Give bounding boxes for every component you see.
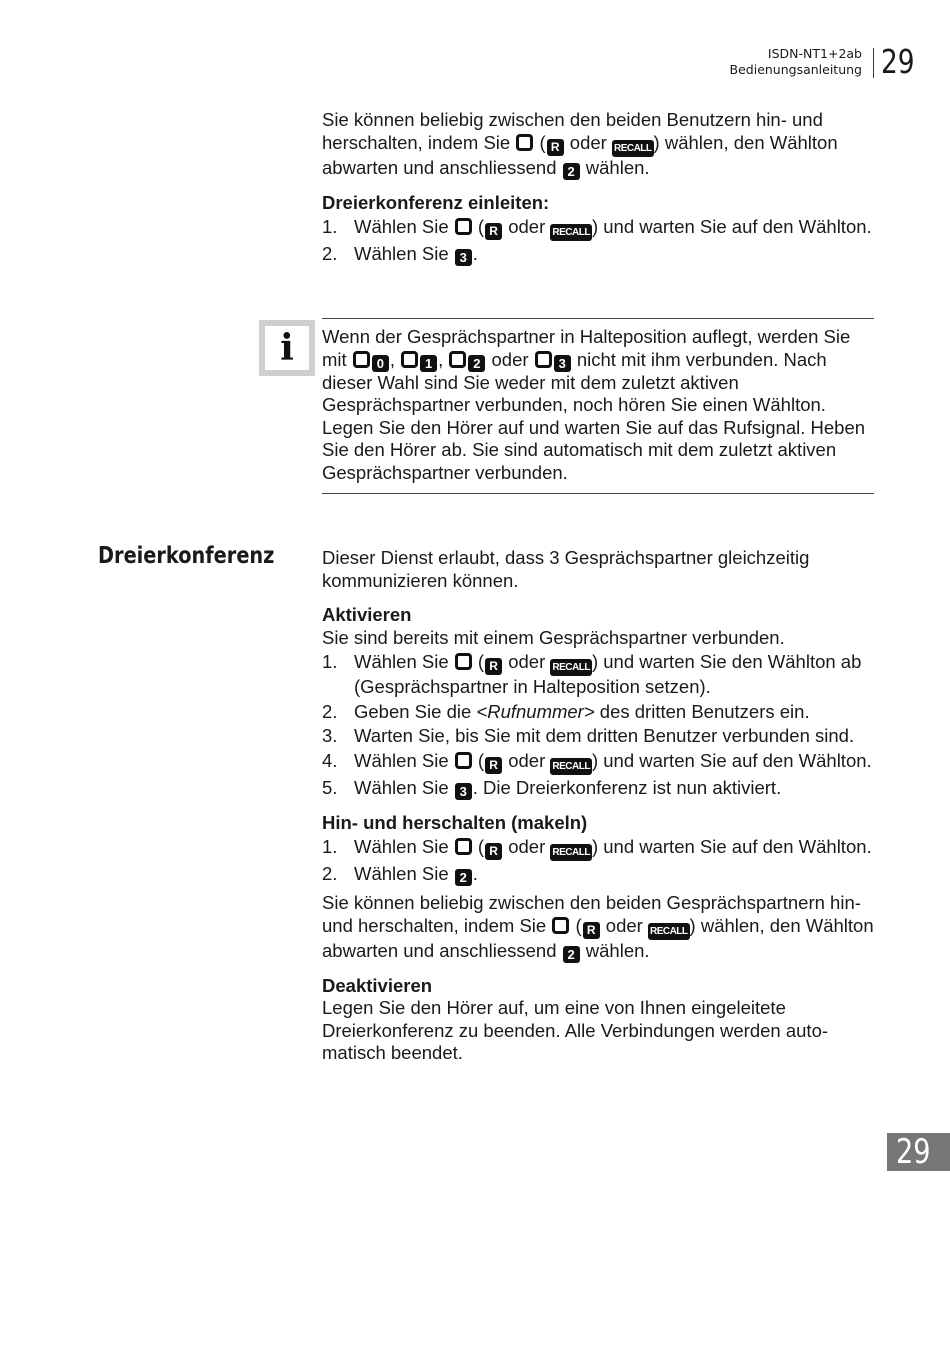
- intro-paragraph: Sie können beliebig zwischen den beiden Benutzern hin- und herschalten, indem Sie ( R oder RECALL ) wählen, den Wählton abwarten und anschliessend 2 wählen.: [322, 109, 838, 179]
- recall-key-icon: RECALL: [550, 758, 592, 775]
- flash-key-icon: [353, 351, 370, 368]
- flash-key-icon: [455, 838, 472, 855]
- note-bottom-rule: [322, 493, 874, 494]
- intro-block: [322, 109, 877, 266]
- header-divider: [873, 48, 874, 78]
- note-top-rule: [322, 318, 874, 319]
- recall-key-icon: RECALL: [612, 140, 654, 157]
- r-key-icon: R: [485, 223, 502, 240]
- note-block: [322, 326, 877, 484]
- makeln-heading: Hin- und herschalten (makeln): [322, 811, 588, 833]
- flash-key-icon: [449, 351, 466, 368]
- flash-key-icon: [552, 917, 569, 934]
- list-item: 2. Wählen Sie 3 .: [322, 243, 478, 265]
- section-title: Dreierkonferenz: [98, 543, 275, 569]
- flash-key-icon: [401, 351, 418, 368]
- header-product: ISDN-NT1+2ab: [767, 46, 862, 61]
- key-1-icon: 1: [420, 355, 437, 372]
- section-body: [322, 547, 877, 1065]
- deaktivieren-text: Legen Sie den Hörer auf, um eine von Ihnen eingeleitete Dreierkonferenz zu beenden. Alle Verbindungen werden auto-matisch beendet.: [322, 997, 829, 1063]
- list-item: 5. Wählen Sie 3 . Die Dreierkonferenz ist nun aktiviert.: [322, 776, 782, 799]
- recall-key-icon: RECALL: [648, 923, 690, 940]
- list-item: 1. Wählen Sie ( R oder RECALL ) und warten Sie auf den Wählton.: [322, 836, 877, 861]
- list-item: 2. Geben Sie die <Rufnummer> des dritten Benutzers ein.: [322, 700, 810, 722]
- list-item: 4. Wählen Sie ( R oder RECALL ) und warten Sie auf den Wählton.: [322, 750, 877, 775]
- aktivieren-text: Sie sind bereits mit einem Gesprächspartner verbunden.: [322, 626, 785, 648]
- page-tab: [887, 1133, 950, 1171]
- aktivieren-heading: Aktivieren: [322, 604, 412, 625]
- key-3-icon: 3: [455, 249, 472, 266]
- key-3-icon: 3: [554, 355, 571, 372]
- makeln-paragraph: Sie können beliebig zwischen den beiden Gesprächspartnern hin- und herschalten, indem Sie ( R oder RECALL ) wählen, den Wählton abwarten und anschliessend 2 wählen.: [322, 892, 874, 962]
- key-2-icon: 2: [455, 869, 472, 886]
- recall-key-icon: RECALL: [550, 844, 592, 861]
- list-item: 2. Wählen Sie 2 .: [322, 863, 478, 885]
- note-paragraph: Wenn der Gesprächspartner in Halteposition auflegt, werden Sie mit 0 , 1 , 2 oder 3 nicht mit ihm verbunden. Nach dieser Wahl sind Sie weder mit dem zuletzt aktiven Gesprächspartner verbunden, noch hören Sie einen Wählton. Legen Sie den Hörer auf und warten Sie auf das Rufsignal. Heben Sie den Hörer ab. Sie sind automatisch mit dem zuletzt aktiven Gesprächspartner verbunden.: [322, 326, 866, 483]
- key-0-icon: 0: [372, 355, 389, 372]
- makeln-steps: [322, 836, 877, 886]
- key-2-icon: 2: [563, 163, 580, 180]
- info-icon: i: [259, 320, 315, 376]
- flash-key-icon: [535, 351, 552, 368]
- aktivieren-steps: [322, 651, 877, 800]
- einleiten-heading: Dreierkonferenz einleiten:: [322, 191, 550, 213]
- header-manual: Bedienungsanleitung: [729, 62, 862, 77]
- flash-key-icon: [455, 653, 472, 670]
- list-item: 3. Warten Sie, bis Sie mit dem dritten Benutzer verbunden sind.: [322, 725, 855, 746]
- r-key-icon: R: [547, 139, 564, 156]
- einleiten-steps: [322, 216, 877, 266]
- key-2-icon: 2: [563, 946, 580, 963]
- deaktivieren-heading: Deaktivieren: [322, 974, 433, 996]
- key-3-icon: 3: [455, 783, 472, 800]
- key-2-icon: 2: [468, 355, 485, 372]
- r-key-icon: R: [485, 757, 502, 774]
- r-key-icon: R: [485, 658, 502, 675]
- flash-key-icon: [516, 134, 533, 151]
- page-tab-number: 29: [896, 1132, 931, 1172]
- header-text: [730, 46, 862, 78]
- flash-key-icon: [455, 218, 472, 235]
- flash-key-icon: [455, 752, 472, 769]
- r-key-icon: R: [583, 922, 600, 939]
- list-item: 1. Wählen Sie ( R oder RECALL ) und warten Sie auf den Wählton.: [322, 216, 877, 241]
- section-intro: Dieser Dienst erlaubt, dass 3 Gesprächspartner gleichzeitig kommunizieren können.: [322, 547, 810, 591]
- recall-key-icon: RECALL: [550, 224, 592, 241]
- header-page-number: 29: [881, 42, 915, 81]
- list-item: 1. Wählen Sie ( R oder RECALL ) und warten Sie den Wählton ab (Gesprächspartner in Halteposition setzen).: [322, 651, 862, 697]
- r-key-icon: R: [485, 843, 502, 860]
- recall-key-icon: RECALL: [550, 659, 592, 676]
